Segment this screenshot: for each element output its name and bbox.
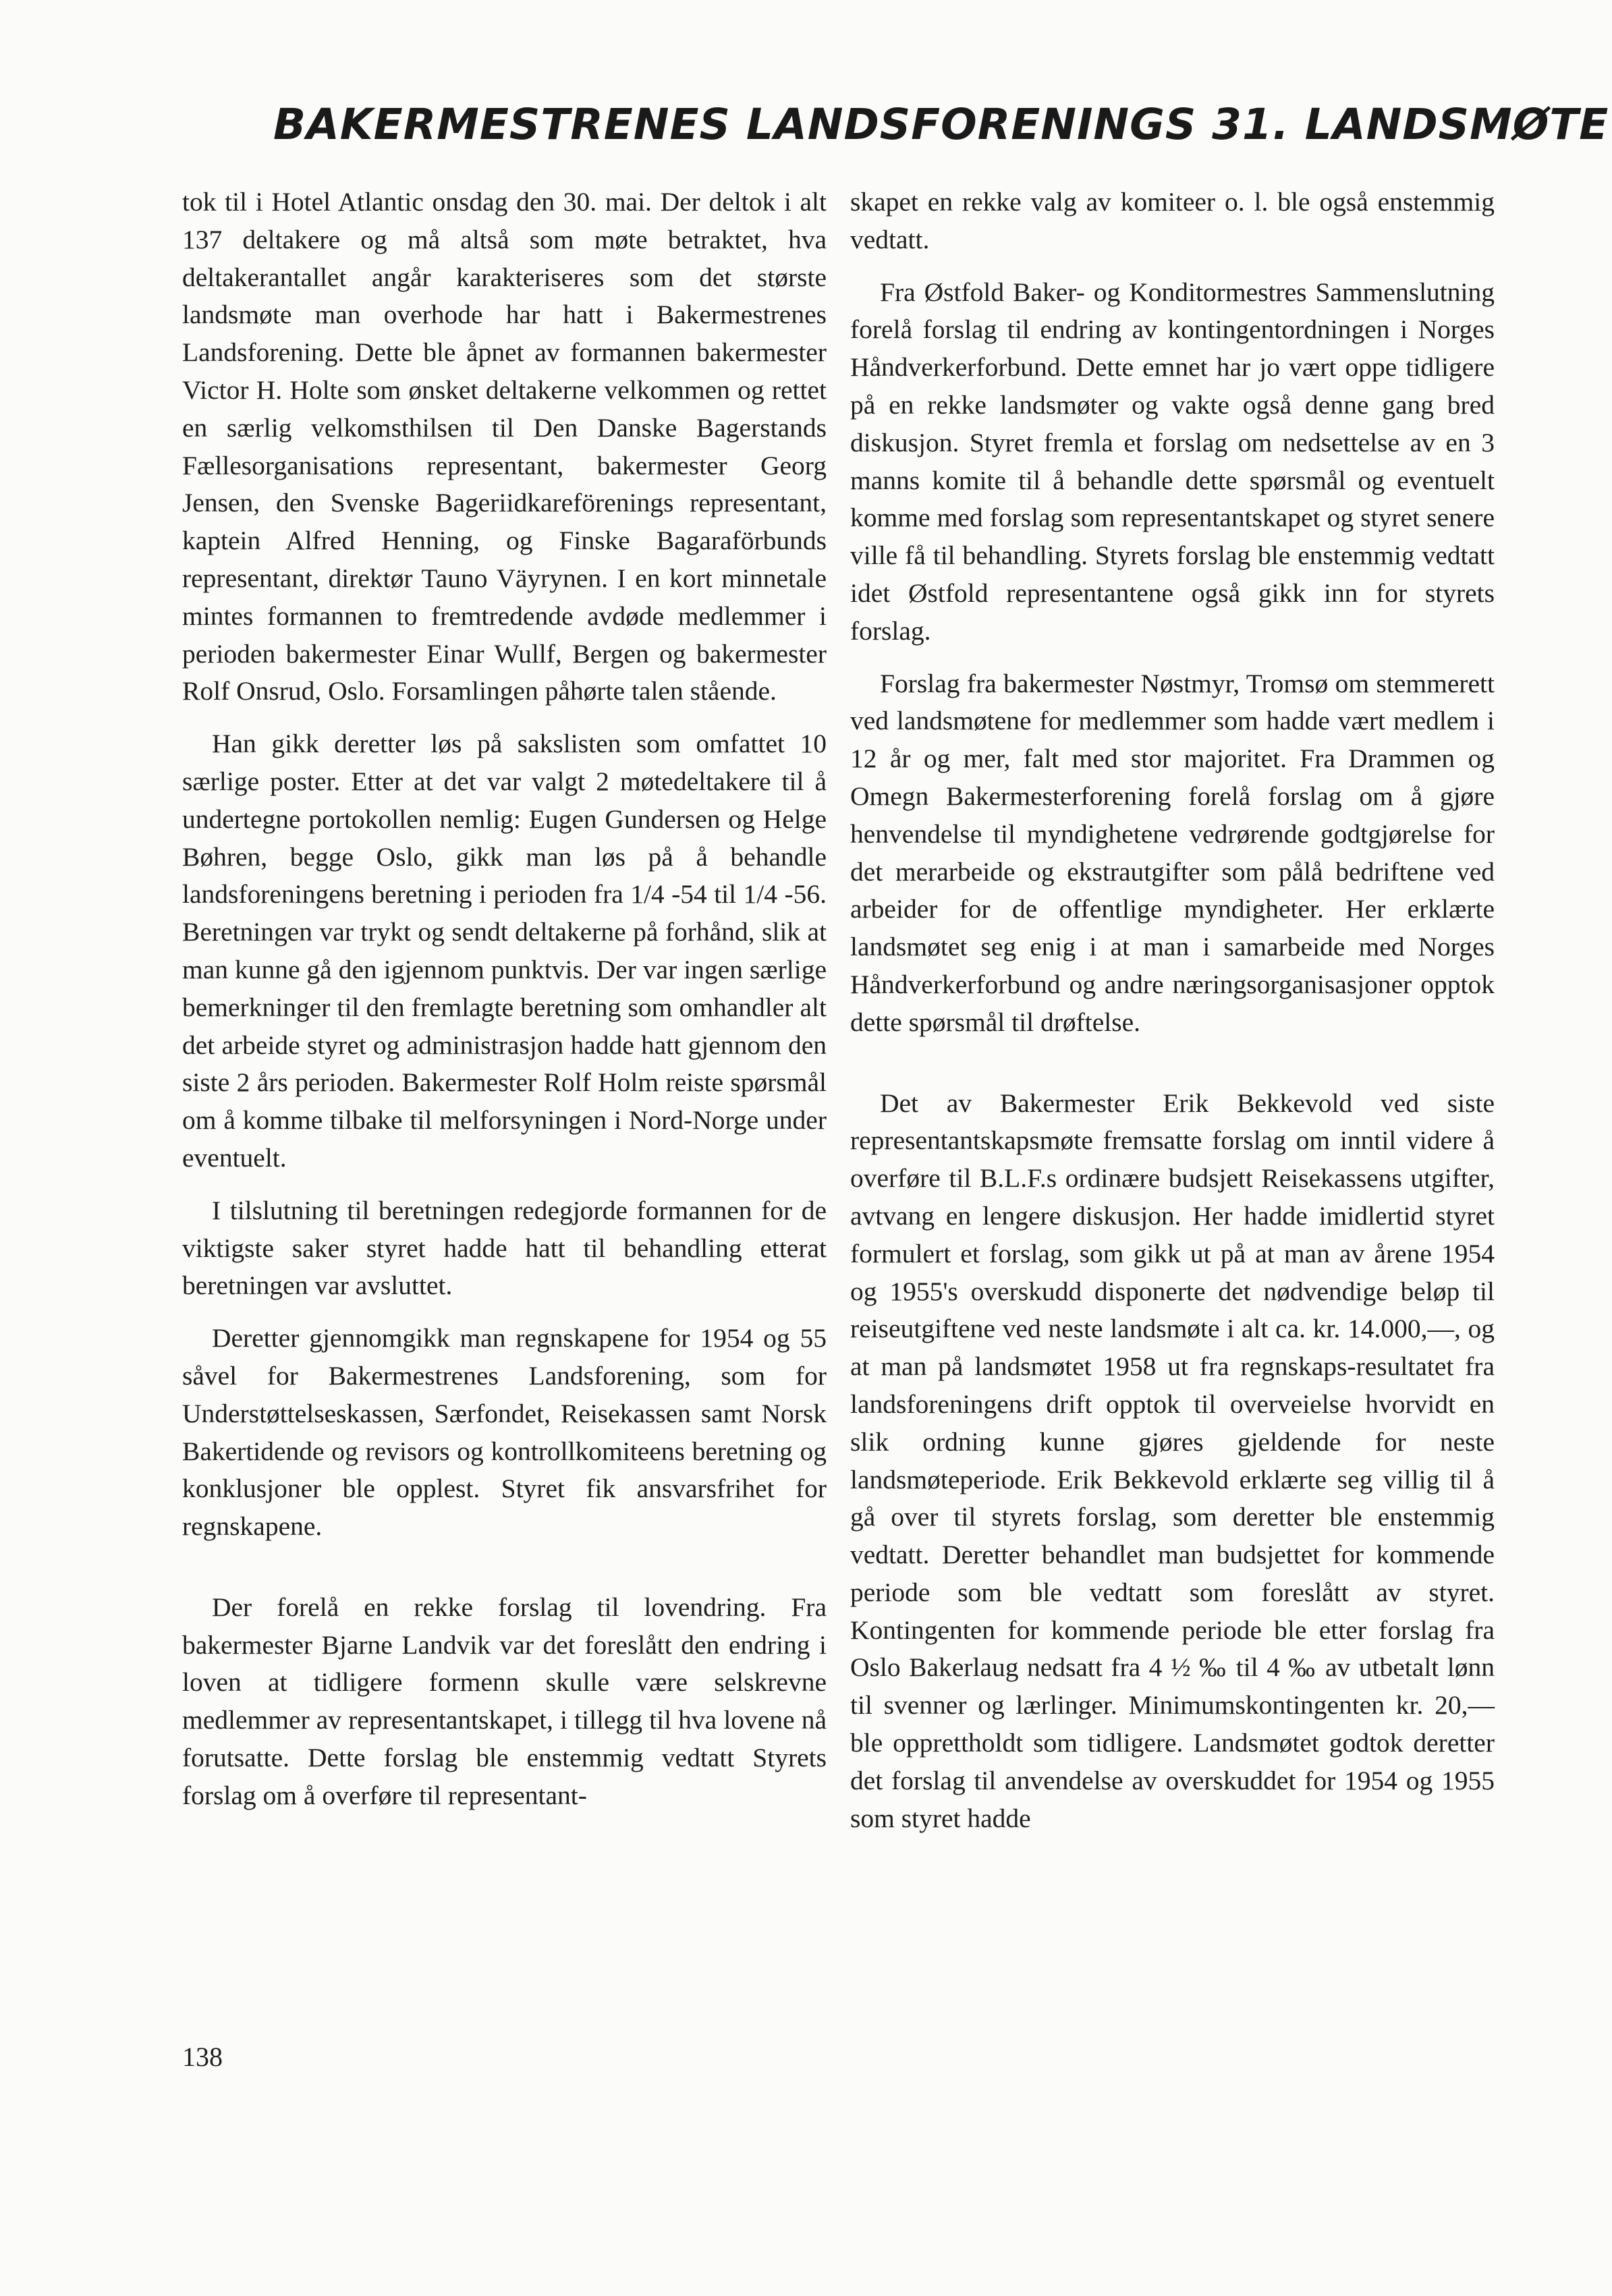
page-heading: BAKERMESTRENES LANDSFORENINGS 31. LANDSMØTE — [273, 100, 1609, 149]
paragraph: Forslag fra bakermester Nøstmyr, Tromsø om stemmerett ved landsmøtene for medlemmer som hadde vært medlem i 12 år og mer, falt med stor majoritet. Fra Drammen og Omegn Bakermesterforening forelå forslag om å gjøre henvendelse til myndighetene vedrørende godtgjørelse for det merarbeide og ekstrautgifter som pålå bedriftene ved arbeider for de offentlige myndigheter. Her erklærte landsmøtet seg enig i at man i samarbeide med Norges Håndverkerforbund og andre næringsorganisasjoner opptok dette spørsmål til drøftelse. — [850, 668, 1495, 1037]
paragraph: Fra Østfold Baker- og Konditormestres Sammenslutning forelå forslag til endring av kontingentordningen i Norges Håndverkerforbund. Dette emnet har jo vært oppe tidligere på en rekke landsmøter og vakte også denne gang bred diskusjon. Styret fremla et forslag om nedsettelse av en 3 manns komite til å behandle dette spørsmål og eventuelt komme med forslag som representantskapet og styret senere ville få til behandling. Styrets forslag ble enstemmig vedtatt idet Østfold representantene også gikk inn for styrets forslag. — [850, 277, 1495, 646]
paragraph: Det av Bakermester Erik Bekkevold ved siste representantskapsmøte fremsatte forslag om inntil videre å overføre til B.L.F.s ordinære budsjett Reisekassens utgifter, avtvang en lengere diskusjon. Her hadde imidlertid styret formulert et forslag, som gikk ut på at man av årene 1954 og 1955's overskudd disponerte det nødvendige beløp til reiseutgiftene ved neste landsmøte i alt ca. kr. 14.000,—, og at man på landsmøtet 1958 ut fra regnskaps-resultatet fra landsforeningens drift opptok til overveielse hvorvidt en slik ordning kunne gjøres gjeldende for neste landsmøteperiode. Erik Bekkevold erklærte seg villig til å gå over til styrets forslag, som deretter ble enstemmig vedtatt. Deretter behandlet man budsjettet for kommende periode som ble vedtatt som foreslått av styret. Kontingenten for kommende periode ble etter forslag fra Oslo Bakerlaug nedsatt fra 4 ½ ‰ til 4 ‰ av utbetalt lønn til svenner og lærlinger. Minimumskontingenten kr. 20,— ble opprettholdt som tidligere. Landsmøtet godtok deretter det forslag til anvendelse av overskuddet for 1954 og 1955 som styret hadde — [850, 1088, 1495, 1833]
paragraph: skapet en rekke valg av komiteer o. l. ble også enstemmig vedtatt. — [850, 187, 1495, 254]
paragraph: Deretter gjennomgikk man regnskapene for 1954 og 55 såvel for Bakermestrenes Landsforening, som for Understøttelseskassen, Særfondet, Reisekassen samt Norsk Bakertidende og revisors og kontrollkomiteens beretning og konklusjoner ble opplest. Styret fik ansvarsfrihet for regnskapene. — [182, 1323, 827, 1542]
paragraph: tok til i Hotel Atlantic onsdag den 30. mai. Der deltok i alt 137 deltakere og må altså som møte betraktet, hva deltakerantallet angår karakteriseres som det største landsmøte man overhode har hatt i Bakermestrenes Landsforening. Dette ble åpnet av formannen bakermester Victor H. Holte som ønsket deltakerne velkommen og rettet en særlig velkomsthilsen til Den Danske Bagerstands Fællesorganisations representant, bakermester Georg Jensen, den Svenske Bageriidkareförenings representant, kaptein Alfred Henning, og Finske Bagaraförbunds representant, direktør Tauno Väyrynen. I en kort minnetale mintes formannen to fremtredende avdøde medlemmer i perioden bakermester Einar Wullf, Bergen og bakermester Rolf Onsrud, Oslo. Forsamlingen påhørte talen stående. — [182, 187, 827, 706]
paragraph: Han gikk deretter løs på sakslisten som omfattet 10 særlige poster. Etter at det var valgt 2 møtedeltakere til å undertegne portokollen nemlig: Eugen Gundersen og Helge Bøhren, begge Oslo, gikk man løs på å behandle landsforeningens beretning i perioden fra 1/4 -54 til 1/4 -56. Beretningen var trykt og sendt deltakerne på forhånd, slik at man kunne gå den igjennom punktvis. Der var ingen særlige bemerkninger til den fremlagte beretning som omhandler alt det arbeide styret og administrasjon hadde hatt gjennom den siste 2 års perioden. Bakermester Rolf Holm reiste spørsmål om å komme tilbake til melforsyningen i Nord-Norge under eventuelt. — [182, 729, 827, 1173]
paragraph: Der forelå en rekke forslag til lovendring. Fra bakermester Bjarne Landvik var det foreslått den endring i loven at tidligere formenn skulle være selskrevne medlemmer av representantskapet, i tillegg til hva lovene nå forutsatte. Dette forslag ble enstemmig vedtatt Styrets forslag om å overføre til representant- — [182, 1592, 827, 1810]
left-column — [182, 184, 827, 1830]
page-number: 138 — [182, 2042, 223, 2072]
paragraph: I tilslutning til beretningen redegjorde formannen for de viktigste saker styret hadde hatt til behandling etterat beretningen var avsluttet. — [182, 1195, 827, 1301]
right-column — [850, 184, 1495, 1852]
